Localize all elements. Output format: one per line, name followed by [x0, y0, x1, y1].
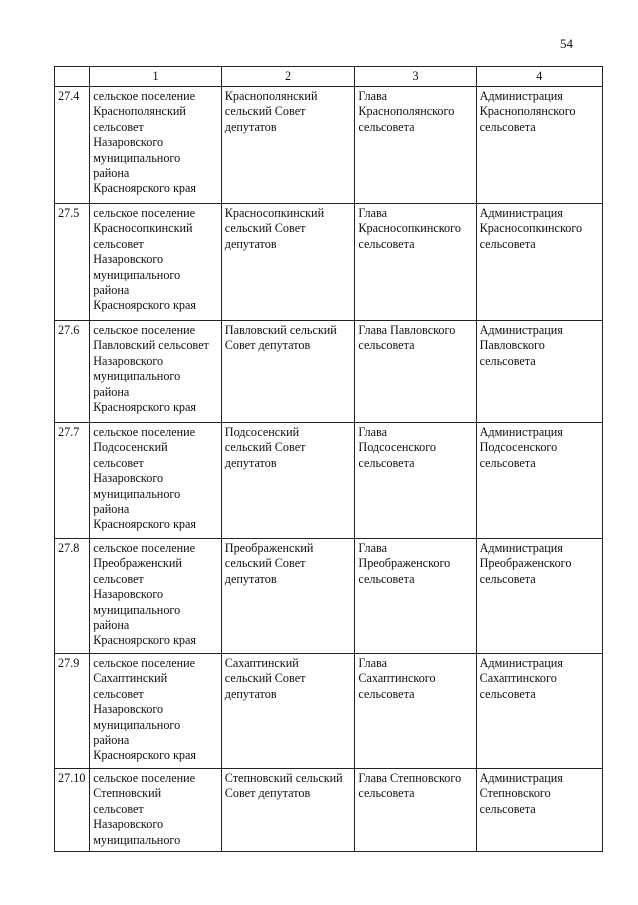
header-cell-2: 2 [221, 67, 355, 87]
administration-cell: Администрация Краснополянского сельсовета [476, 87, 602, 204]
table-row [55, 321, 603, 423]
row-number-cell: 27.5 [55, 204, 90, 321]
head-cell: Глава Преображенского сельсовета [355, 539, 476, 654]
council-cell: Сахаптинский сельский Совет депутатов [221, 654, 355, 769]
document-table [54, 66, 603, 852]
header-cell-4: 4 [476, 67, 602, 87]
council-cell: Подсосенский сельский Совет депутатов [221, 423, 355, 539]
table-header-row [55, 67, 603, 87]
council-cell: Преображенский сельский Совет депутатов [221, 539, 355, 654]
table-row [55, 769, 603, 852]
row-number-cell: 27.4 [55, 87, 90, 204]
settlement-cell: сельское поселение Павловский сельсовет Назаровского муниципального района Красноярского края [90, 321, 222, 423]
table-row [55, 423, 603, 539]
header-cell-1: 1 [90, 67, 222, 87]
head-cell: Глава Красносопкинского сельсовета [355, 204, 476, 321]
settlement-cell: сельское поселение Подсосенский сельсовет Назаровского муниципального района Красноярского края [90, 423, 222, 539]
page-number: 54 [560, 36, 573, 51]
settlement-cell: сельское поселение Краснополянский сельсовет Назаровского муниципального района Красноярского края [90, 87, 222, 204]
row-number-cell: 27.6 [55, 321, 90, 423]
table-row [55, 87, 603, 204]
row-number-cell: 27.7 [55, 423, 90, 539]
table-row [55, 539, 603, 654]
head-cell: Глава Краснополянского сельсовета [355, 87, 476, 204]
table-row [55, 204, 603, 321]
administration-cell: Администрация Сахаптинского сельсовета [476, 654, 602, 769]
settlement-cell: сельское поселение Сахаптинский сельсовет Назаровского муниципального района Красноярского края [90, 654, 222, 769]
settlement-cell: сельское поселение Степновский сельсовет Назаровского муниципального [90, 769, 222, 852]
administration-cell: Администрация Преображенского сельсовета [476, 539, 602, 654]
row-number-cell: 27.9 [55, 654, 90, 769]
table-row [55, 654, 603, 769]
settlement-cell: сельское поселение Красносопкинский сельсовет Назаровского муниципального района Красноярского края [90, 204, 222, 321]
head-cell: Глава Павловского сельсовета [355, 321, 476, 423]
council-cell: Павловский сельский Совет депутатов [221, 321, 355, 423]
head-cell: Глава Подсосенского сельсовета [355, 423, 476, 539]
administration-cell: Администрация Красносопкинского сельсовета [476, 204, 602, 321]
council-cell: Красносопкинский сельский Совет депутатов [221, 204, 355, 321]
row-number-cell: 27.10 [55, 769, 90, 852]
header-cell-number [55, 67, 90, 87]
header-cell-3: 3 [355, 67, 476, 87]
council-cell: Краснополянский сельский Совет депутатов [221, 87, 355, 204]
head-cell: Глава Сахаптинского сельсовета [355, 654, 476, 769]
administration-cell: Администрация Степновского сельсовета [476, 769, 602, 852]
settlement-cell: сельское поселение Преображенский сельсовет Назаровского муниципального района Красноярского края [90, 539, 222, 654]
administration-cell: Администрация Павловского сельсовета [476, 321, 602, 423]
administration-cell: Администрация Подсосенского сельсовета [476, 423, 602, 539]
head-cell: Глава Степновского сельсовета [355, 769, 476, 852]
council-cell: Степновский сельский Совет депутатов [221, 769, 355, 852]
row-number-cell: 27.8 [55, 539, 90, 654]
